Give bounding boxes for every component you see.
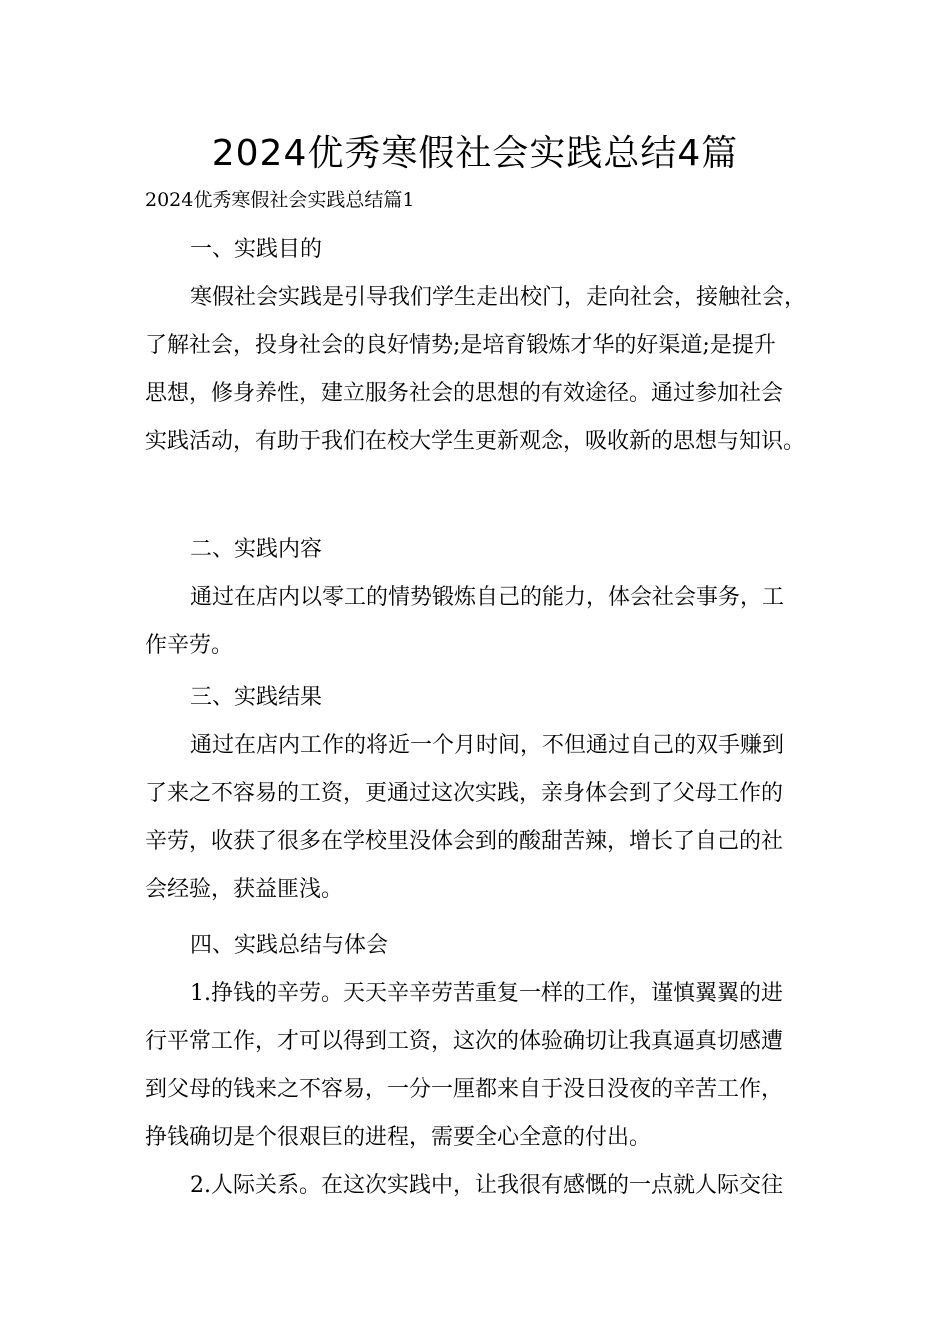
section-4: [145, 922, 825, 1210]
paragraph-line: 行平常工作，才可以得到工资，这次的体验确切让我真逼真切感遭: [145, 1029, 784, 1054]
paragraph-line: 寒假社会实践是引导我们学生走出校门，走向社会，接触社会，: [190, 285, 807, 310]
paragraph-line: 通过在店内工作的将近一个月时间，不但通过自己的双手赚到: [190, 733, 785, 758]
section-3: [145, 674, 825, 914]
paragraph-line: 辛劳，收获了很多在学校里没体会到的酸甜苦辣，增长了自己的社: [145, 829, 784, 854]
section-heading: 二、实践内容: [190, 537, 323, 562]
paragraph-line: 了解社会，投身社会的良好情势;是培育锻炼才华的好渠道;是提升: [145, 333, 776, 358]
article-subtitle: 2024优秀寒假社会实践总结篇1: [145, 189, 415, 211]
paragraph-line: 思想，修身养性，建立服务社会的思想的有效途径。通过参加社会: [145, 381, 784, 406]
section-2: [145, 526, 825, 670]
paragraph-line: 了来之不容易的工资，更通过这次实践，亲身体会到了父母工作的: [145, 781, 784, 806]
paragraph-line: 通过在店内以零工的情势锻炼自己的能力，体会社会事务，工: [190, 585, 785, 610]
paragraph-line: 作辛劳。: [145, 633, 234, 658]
section-heading: 一、实践目的: [190, 237, 323, 262]
document-title: 2024优秀寒假社会实践总结4篇: [211, 133, 739, 174]
section-1: [145, 226, 825, 466]
section-heading: 四、实践总结与体会: [190, 933, 389, 958]
section-heading: 三、实践结果: [190, 685, 323, 710]
paragraph-line: 到父母的钱来之不容易，一分一厘都来自于没日没夜的辛苦工作，: [145, 1077, 784, 1102]
paragraph-line: 会经验，获益匪浅。: [145, 877, 344, 902]
paragraph-line: 1.挣钱的辛劳。天天辛辛劳苦重复一样的工作，谨慎翼翼的进: [190, 981, 783, 1006]
paragraph-line: 实践活动，有助于我们在校大学生更新观念，吸收新的思想与知识。: [145, 429, 806, 454]
paragraph-line: 2.人际关系。在这次实践中，让我很有感慨的一点就人际交往: [190, 1173, 783, 1198]
paragraph-line: 挣钱确切是个很艰巨的进程，需要全心全意的付出。: [145, 1125, 652, 1150]
